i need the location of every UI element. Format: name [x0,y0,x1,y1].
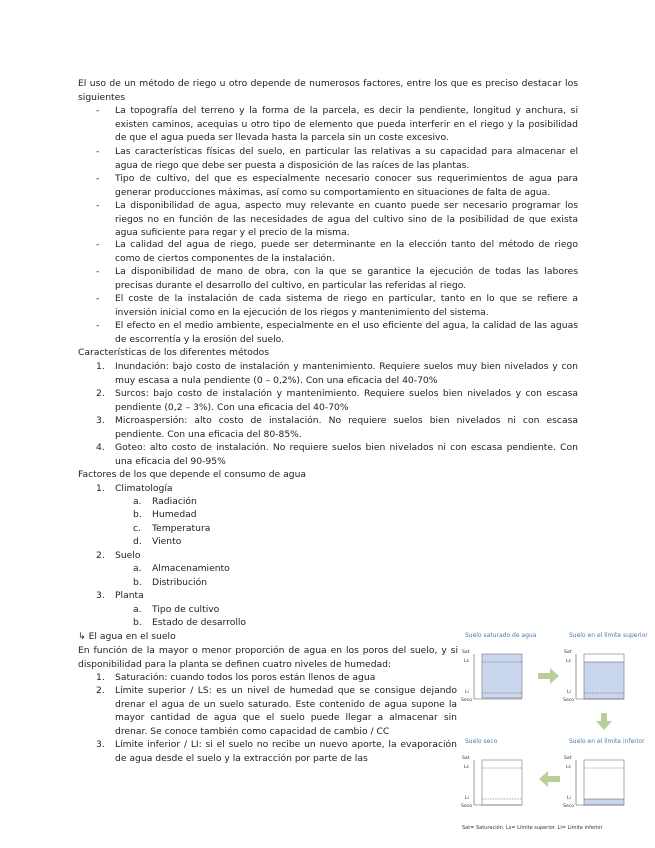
list-item-text: Climatología [115,483,173,494]
sub-list-text: Viento [152,536,182,547]
list-item [96,145,578,172]
arrow-down-icon [596,713,612,730]
list-item-text: Suelo [115,550,141,561]
list-item [96,387,578,414]
bullet-marker: - [96,320,100,331]
figure-legend: Sat= Saturación. Ls= Límite superior. Li= Límite inferior [462,825,603,831]
sub-list-letter: d. [133,536,142,547]
bullet-marker: - [96,146,100,157]
sub-list-text: Estado de desarrollo [152,617,247,628]
list-item-text: Planta [115,590,144,601]
list-number: 1. [96,361,105,372]
intro-paragraph: El uso de un método de riego u otro depende de numerosos factores, entre los que es preciso destacar los siguientes [78,78,578,103]
list-item [96,671,457,685]
list-item [96,104,578,145]
bullet-marker: - [96,200,100,211]
panel-saturated [474,654,522,699]
label-li: Li [567,796,571,801]
water-fill [584,799,624,805]
list-item [96,199,578,240]
label-sat: Sat [564,756,572,761]
sub-list-item [133,616,333,630]
list-number: 1. [96,672,105,683]
sub-list-letter: b. [133,617,142,628]
label-ls: Ls [566,659,571,664]
arrow-right-icon [538,668,559,684]
list-item [96,238,578,265]
sub-list-letter: b. [133,577,142,588]
sub-list-item [133,576,333,590]
list-item [96,589,578,603]
list-item-text: Tipo de cultivo, del que es especialmente necesario conocer sus requerimientos de agua para generar producciones máximas, así como su comportamiento en situaciones de falta de agua. [115,173,578,198]
sub-list-text: Tipo de cultivo [152,604,220,615]
sub-list-text: Distribución [152,577,208,588]
list-number: 3. [96,415,105,426]
sub-list-letter: a. [133,563,142,574]
sub-list-item [133,603,333,617]
list-item [96,360,578,387]
list-item [96,482,578,496]
list-number: 2. [96,550,105,561]
figure-graphics [460,630,650,830]
sub-list-letter: a. [133,604,142,615]
list-item [96,684,457,738]
sub-list-text: Radiación [152,496,197,507]
sub-list-item [133,562,333,576]
sub-list-item [133,508,333,522]
list-item-text: El efecto en el medio ambiente, especialmente en el uso eficiente del agua, la calidad de las aguas de escorrentía y la erosión del suelo. [115,320,578,345]
sub-list-item [133,535,333,549]
bullet-marker: - [96,266,100,277]
bullet-marker: - [96,105,100,116]
list-item [96,265,578,292]
label-sat: Sat [564,650,572,655]
label-ls: Ls [464,659,469,664]
list-item [96,441,578,468]
list-item-text: Las características físicas del suelo, en particular las relativas a su capacidad para almacenar el agua de riego que debe ser puesta a disposición de las raíces de las plantas. [115,146,578,171]
list-item-text: Límite inferior / LI: si el suelo no recibe un nuevo aporte, la evaporación de agua desde el suelo y la extracción por parte de las [115,739,457,764]
sub-list-text: Almacenamiento [152,563,230,574]
list-number: 3. [96,739,105,750]
list-item-text: Inundación: bajo costo de instalación y mantenimiento. Requiere suelos muy bien nivelados y con muy escasa a nula pendiente (0 – 0,2%). Con una eficacia del 40-70% [115,361,578,386]
list-item-text: Microaspersión: alto costo de instalación. No requiere suelos bien nivelados ni con escasa pendiente. Con una eficacia del 80-85%. [115,415,578,440]
caption-upper-limit: Suelo en el límite superior [569,632,648,639]
list-item-text: La topografía del terreno y la forma de la parcela, es decir la pendiente, longitud y anchura, si existen caminos, acequias u otro tipo de elemento que pueda interferir en el riego y la posibilidad de que el agua pueda ser llevada hasta la parcela sin un coste excesivo. [115,105,578,143]
label-seco: Seco [563,698,575,703]
panel-lower-limit [576,760,624,805]
list-item-text: Saturación: cuando todos los poros están llenos de agua [115,672,376,683]
list-item-text: Goteo: alto costo de instalación. No requiere suelos bien nivelados ni con escasa pendiente. Con una eficacia del 90-95% [115,442,578,467]
list-item [96,738,457,765]
label-sat: Sat [462,650,470,655]
sub-list-text: Humedad [152,509,197,520]
label-seco: Seco [461,804,473,809]
water-fill [482,654,522,698]
label-ls: Ls [566,765,571,770]
label-li: Li [465,796,469,801]
list-number: 3. [96,590,105,601]
label-li: Li [567,690,571,695]
sub-list-letter: a. [133,496,142,507]
sub-list-text: Temperatura [152,523,211,534]
bullet-marker: - [96,293,100,304]
list-number: 4. [96,442,105,453]
panel-upper-limit [576,654,624,699]
list-item [96,292,578,319]
list-item [96,319,578,346]
label-ls: Ls [464,765,469,770]
sub-list-item [133,495,333,509]
list-item-text: La calidad del agua de riego, puede ser determinante en la elección tanto del método de riego como de ciertos componentes de la instalación. [115,239,578,264]
soil-moisture-figure [460,630,650,840]
sub-list-item [133,522,333,536]
consumption-heading: Factores de los que depende el consumo de agua [78,469,307,480]
list-item-text: La disponibilidad de agua, aspecto muy relevante en cuanto puede ser necesario programar los riegos no en función de las necesidades de agua del cultivo sino de la posibilidad de que exista agua suficiente para regar y el precio de la misma. [115,200,578,238]
sub-list-letter: b. [133,509,142,520]
soil-intro: En función de la mayor o menor proporción de agua en los poros del suelo, y si disponibilidad para la planta se definen cuatro niveles de humedad: [78,645,458,670]
arrow-left-icon [539,771,560,787]
sub-list-letter: c. [133,523,141,534]
list-item-text: El coste de la instalación de cada sistema de riego en particular, tanto en lo que se refiere a inversión inicial como en la ejecución de los riegos y mantenimiento del sistema. [115,293,578,318]
methods-heading: Características de los diferentes métodos [78,347,270,358]
caption-lower-limit: Suelo en el límite inferior [569,738,645,745]
label-sat: Sat [462,756,470,761]
label-seco: Seco [461,698,473,703]
list-item-text: La disponibilidad de mano de obra, con la que se garantice la ejecución de todas las labores precisas durante el desarrollo del cultivo, en particular las referidas al riego. [115,266,578,291]
soil-heading: ↳ El agua en el suelo [78,631,176,642]
list-item-text: Límite superior / LS: es un nivel de humedad que se consigue dejando drenar el agua de un suelo saturado. Este contenido de agua supone la mayor cantidad de agua que el suelo puede llegar a almacenar sin drenar. Se conoce también como capacidad de cambio / CC [115,685,457,737]
list-item-text: Surcos: bajo costo de instalación y mantenimiento. Requiere suelos bien nivelados y con escasa pendiente (0,2 – 3%). Con una eficacia del 40-70% [115,388,578,413]
caption-saturated: Suelo saturado de agua [465,632,537,639]
caption-dry: Suelo seco [465,738,498,745]
label-seco: Seco [563,804,575,809]
bullet-marker: - [96,239,100,250]
list-number: 1. [96,483,105,494]
list-item [96,549,578,563]
panel-dry [474,760,522,805]
bullet-marker: - [96,173,100,184]
list-number: 2. [96,388,105,399]
list-item [96,414,578,441]
water-fill [584,662,624,699]
list-item [96,172,578,199]
label-li: Li [465,690,469,695]
list-number: 2. [96,685,105,696]
